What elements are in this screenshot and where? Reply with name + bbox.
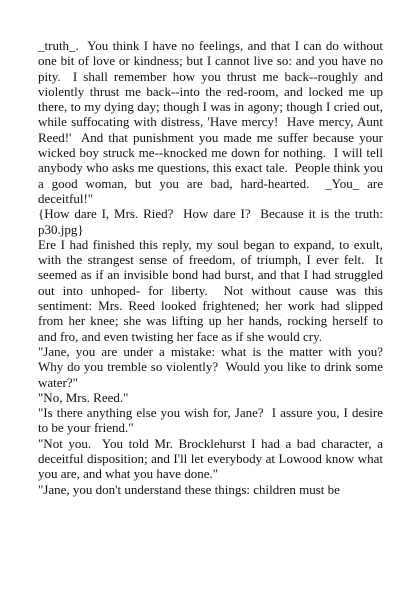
paragraph: "Not you. You told Mr. Brocklehurst I had a bad character, a deceitful disposition; and I'll let everybody at Lowood know what you are, and what you have done." [38,435,387,482]
document-page [38,38,390,497]
paragraph: "No, Mrs. Reed." [38,389,129,405]
paragraph: "Jane, you don't understand these things: children must be [38,481,340,497]
paragraph: "Is there anything else you wish for, Jane? I assure you, I desire to be your friend." [38,405,387,436]
paragraph: {How dare I, Mrs. Ried? How dare I? Because it is the truth: p30.jpg} [38,206,387,237]
paragraph: _truth_. You think I have no feelings, and that I can do without one bit of love or kindness; but I cannot live so: and you have no pity. I shall remember how you thrust me back--roughly and violently thrust me back--into the red-room, and locked me up there, to my dying day; though I was in agony; though I cried out, while suffocating with distress, 'Have mercy! Have mercy, Aunt Reed!' And that punishment you made me suffer because your wicked boy struck me--knocked me down for nothing. I will tell anybody who asks me questions, this exact tale. People think you a good woman, but you are bad, hard-hearted. _You_ are deceitful!" [38,38,387,206]
paragraph: "Jane, you are under a mistake: what is the matter with you? Why do you tremble so violently? Would you like to drink some water?" [38,343,390,390]
paragraph: Ere I had finished this reply, my soul began to expand, to exult, with the strangest sense of freedom, of triumph, I ever felt. It seemed as if an invisible bond had burst, and that I had struggled out into unhoped- for liberty. Not without cause was this sentiment: Mrs. Reed looked frightened; her work had slipped from her knee; she was lifting up her hands, rocking herself to and fro, and even twisting her face as if she would cry. [38,236,387,344]
